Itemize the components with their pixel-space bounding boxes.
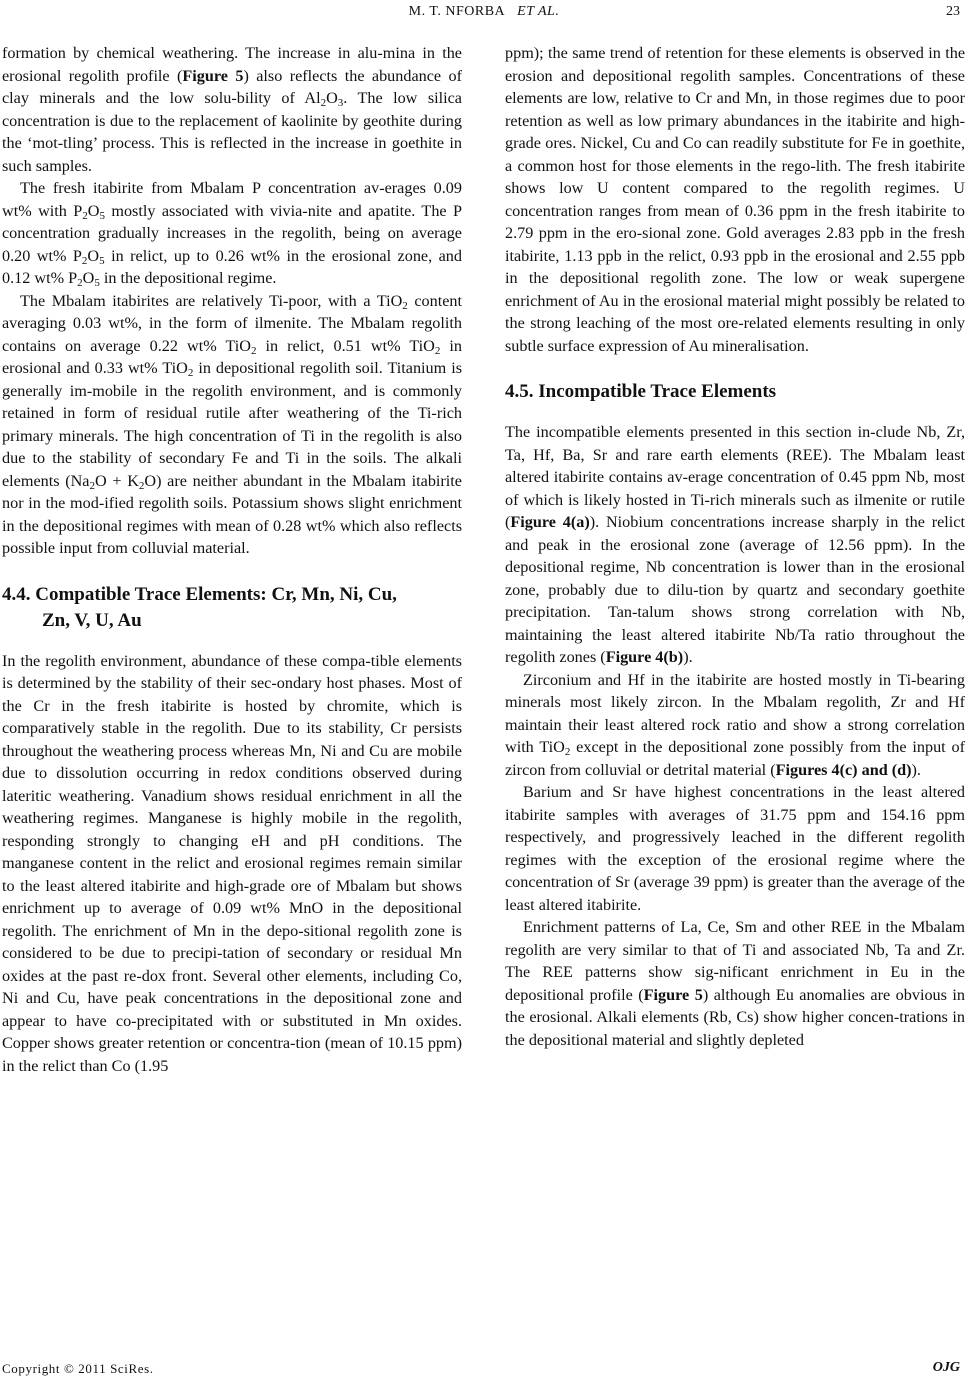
page-footer — [0, 1359, 968, 1381]
paragraph: Zirconium and Hf in the itabirite are hosted mostly in Ti-bearing minerals most likely zircon. In the Mbalam regolith, Zr and Hf maintain their least altered rock ratio and show a strong correlation with TiO$_2$ except in the depositional zone possibly from the input of zircon from colluvial or detrital material (Figures 4(c) and (d)). — [505, 670, 966, 779]
paragraph: In the regolith environment, abundance of these compa-tible elements is determined by the stability of their sec-ondary host phases. Most of the Cr in the fresh itabirite is hosted by chromite, which is comparatively stable in the regolith. Due to its stability, Cr persists throughout the weathering process whereas Mn, Ni and Cu are mobile due to dissolution occurring in redox conditions observed during lateritic weathering. Vanadium shows residual enrichment in all the weathering regimes. Manganese is highly mobile in the regolith, responding strongly to changing eH and pH conditions. The manganese content in the relict and erosional regimes remain similar to the least altered itabirite and high-grade ore of Mbalam but shows enrichment up to average of 0.09 wt% MnO in the depositional regolith. The enrichment of Mn in the depo-sitional regolith zone is considered to be due to precipi-tation of secondary or residual Mn oxides at the past re-dox front. Several other elements, including Co, Ni and Cu, have peak concentrations in the depositional zone and appear to have co-precipitated with or substituted in Mn oxides. Copper shows greater retention or concentra-tion (mean of 10.15 ppm) in the relict than Co (1.95 — [2, 651, 462, 1075]
figure-reference: Figure 5 — [643, 985, 703, 1004]
right-column — [505, 42, 965, 1051]
figure-reference: Figure 4(b) — [605, 648, 684, 666]
figure-reference: Figures 4(c) and (d) — [775, 760, 912, 779]
running-head-etal: ET AL. — [517, 4, 560, 19]
page-number: 23 — [946, 4, 960, 19]
page-header — [0, 0, 968, 30]
paragraph: Barium and Sr have highest concentrations in the least altered itabirite samples with averages of 31.75 ppm and 154.16 ppm respectively, and progressively leached in the different regolith regimes with the exception of the erosional regime where the concentration of Sr (average 39 ppm) is greater than the average of the least altered itabirite. — [505, 783, 965, 914]
journal-abbreviation: OJG — [932, 1360, 960, 1375]
section-heading: 4.4. Compatible Trace Elements: Cr, Mn, Ni, Cu, Zn, V, U, Au — [2, 583, 397, 631]
running-head-authors: M. T. NFORBA — [408, 4, 506, 19]
paragraph: Enrichment patterns of La, Ce, Sm and other REE in the Mbalam regolith are very similar to that of Ti and associated Nb, Ta and Zr. The REE patterns show sig-nificant enrichment in Eu in the depositional profile (Figure 5) although Eu anomalies are obvious in the erosional. Alkali elements (Rb, Cs) show higher concen-trations in the depositional material and slightly depleted — [505, 918, 966, 1049]
paragraph: ppm); the same trend of retention for these elements is observed in the erosion and depositional regolith samples. Concentrations of these elements are low, relative to Cr and Mn, in those regimes due to poor retention as well as low primary abundances in the itabirite and high-grade ores. Nickel, Cu and Co can readily substitute for Fe in goethite, a common host for those elements in the rego-lith. The fresh itabirite shows low U content compared to the regolith regimes. U concentration ranges from mean of 0.36 ppm in the fresh itabirite to 2.79 ppm in the ero-sional zone. Gold averages 2.83 ppb in the fresh itabirite, 1.13 ppb in the relict, 0.93 ppb in the erosional and 2.55 ppb in the depositional regolith zone. The low or weak supergene enrichment of Au in the erosional material might possibly be related to the strong leaching of the most ore-related elements resulting in only subtle surface expression of Au mineralisation. — [505, 44, 965, 355]
paragraph: formation by chemical weathering. The increase in alu-mina in the erosional regolith profile (Figure 5) also reflects the abundance of clay minerals and the low solu-bility of $Al_2O_3$. The low silica concentration is due to the replacement of kaolinite by geothite during the ‘mot-tling’ process. This is reflected in the increase in goethite in such samples. — [2, 44, 462, 175]
running-head — [0, 4, 968, 20]
paragraph: The fresh itabirite from Mbalam P concentration av-erages 0.09 wt% with $P_2O_5$ mostly associated with vivia-nite and apatite. The P concentration gradually increases in the regolith, being on average 0.20 wt% $P_2O_5$ in relict, up to 0.26 wt% in the erosional zone, and 0.12 wt% $P_2O_5$ in the depositional regime. — [2, 179, 462, 289]
figure-reference: Figure 5 — [182, 66, 244, 85]
copyright-notice: Copyright © 2011 SciRes. — [2, 1361, 154, 1376]
paragraph: The incompatible elements presented in this section in-clude Nb, Zr, Ta, Hf, Ba, Sr and rare earth elements (REE). The Mbalam least altered itabirite contains av-erage concentration of 0.45 ppm Nb, most of which is likely hosted in Ti-rich minerals such as ilmenite or rutile (Figure 4(a)). Niobium concentrations increase sharply in the relict and peak in the erosional zone (average of 12.56 ppm). In the depositional regime, Nb concentration is lower than in the erosional zone, probably due to dilu-tion by quartz and secondary goethite precipitation. Tan-talum shows strong correlation with Nb, maintaining the least altered itabirite Nb/Ta ratio throughout the regolith zones (Figure 4(b)). — [505, 423, 965, 666]
figure-reference: Figure 4(a) — [510, 513, 590, 531]
paragraph: The Mbalam itabirites are relatively Ti-poor, with a TiO$_2$ content averaging 0.03 wt%, in the form of ilmenite. The Mbalam regolith contains on average 0.22 wt% TiO$_2$ in relict, 0.51 wt% TiO$_2$ in erosional and 0.33 wt% TiO$_2$ in depositional regolith soil. Titanium is generally im-mobile in the regolith environment, and is commonly retained in form of residual rutile after weathering of the Ti-rich primary minerals. The high concentration of Ti in the regolith is also due to the stability of secondary Fe and Ti in the soils. The alkali elements $(Na_2O + K_2O)$ are neither abundant in the Mbalam itabirite nor in the mod-ified regolith soils. Potassium shows slight enrichment in the depositional regimes with mean of 0.28 wt% which also reflects possible input from colluvial material. — [2, 291, 463, 557]
left-column — [2, 42, 462, 1077]
section-heading: 4.5. Incompatible Trace Elements — [505, 381, 777, 402]
